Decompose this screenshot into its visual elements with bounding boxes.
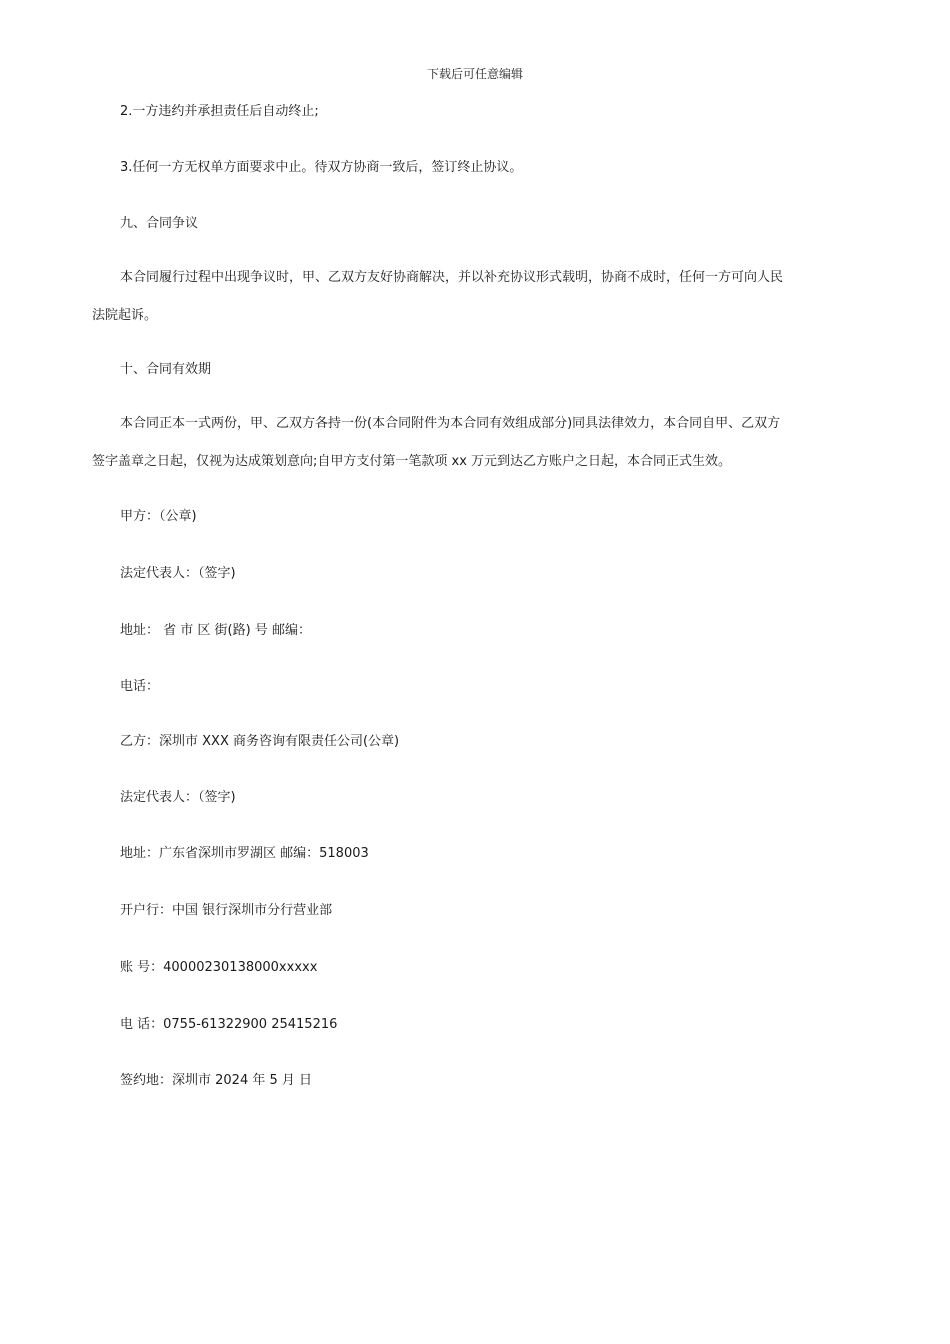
section-10-title: 十、合同有效期 bbox=[120, 362, 212, 377]
party-b-name: 乙方：深圳市 XXX 商务咨询有限责任公司(公章) bbox=[120, 734, 400, 749]
signing-place-date: 签约地：深圳市 2024 年 5 月 日 bbox=[120, 1073, 313, 1088]
party-b-address: 地址：广东省深圳市罗湖区 邮编：518003 bbox=[120, 846, 369, 861]
clause-3: 3.任何一方无权单方面要求中止。待双方协商一致后，签订终止协议。 bbox=[120, 160, 523, 175]
section-9-paragraph-line-2: 法院起诉。 bbox=[92, 308, 158, 323]
party-b-bank: 开户行：中国 银行深圳市分行营业部 bbox=[120, 903, 333, 918]
party-b-phone: 电 话：0755-61322900 25415216 bbox=[120, 1017, 338, 1032]
party-a-phone: 电话： bbox=[120, 679, 160, 694]
party-b-account: 账 号：40000230138000xxxxx bbox=[120, 960, 318, 975]
section-9-title: 九、合同争议 bbox=[120, 216, 199, 231]
page-header: 下载后可任意编辑 bbox=[426, 67, 523, 81]
section-10-paragraph-line-1: 本合同正本一式两份，甲、乙双方各持一份(本合同附件为本合同有效组成部分)同具法律效力，本合同自甲、乙双方 bbox=[120, 416, 781, 431]
party-a-address: 地址： 省 市 区 街(路) 号 邮编： bbox=[120, 623, 311, 638]
party-a-representative: 法定代表人：（签字) bbox=[120, 566, 236, 581]
party-a-name: 甲方：（公章) bbox=[120, 509, 197, 524]
section-9-paragraph-line-1: 本合同履行过程中出现争议时，甲、乙双方友好协商解决，并以补充协议形式载明，协商不成时，任何一方可向人民 bbox=[120, 270, 784, 285]
section-10-paragraph-line-2: 签字盖章之日起，仅视为达成策划意向;自甲方支付第一笔款项 xx 万元到达乙方账户之日起，本合同正式生效。 bbox=[92, 454, 732, 469]
clause-2: 2.一方违约并承担责任后自动终止; bbox=[120, 104, 319, 119]
party-b-representative: 法定代表人：（签字) bbox=[120, 790, 236, 805]
